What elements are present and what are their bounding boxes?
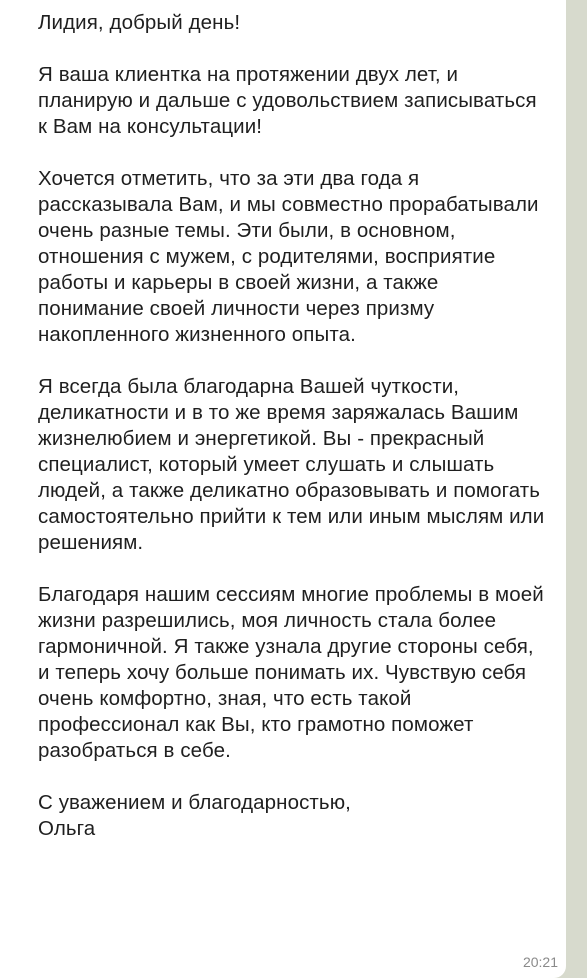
message-paragraph-1: Я ваша клиентка на протяжении двух лет, и планирую и дальше с удовольствием записываться к Вам на консультации!	[38, 63, 537, 138]
message-paragraph-2: Хочется отметить, что за эти два года я рассказывала Вам, и мы совместно прорабатывали очень разные темы. Эти были, в основном, отношения с мужем, с родителями, восприятие работы и карьеры в своей жизни, а также понимание своей личности через призму накопленного жизненного опыта.	[38, 167, 539, 346]
message-greeting: Лидия, добрый день!	[38, 11, 241, 34]
message-paragraph-4: Благодаря нашим сессиям многие проблемы в моей жизни разрешились, моя личность стала более гармоничной. Я также узнала другие стороны себя, и теперь хочу больше понимать их. Чувствую себя очень комфортно, зная, что есть такой профессионал как Вы, кто грамотно поможет разобраться в себе.	[38, 583, 544, 762]
message-closing: С уважением и благодарностью,	[38, 791, 351, 814]
message-text	[38, 10, 546, 842]
message-signature: Ольга	[38, 817, 96, 840]
message-paragraph-3: Я всегда была благодарна Вашей чуткости, деликатности и в то же время заряжалась Вашим жизнелюбием и энергетикой. Вы - прекрасный специалист, который умеет слушать и слышать людей, а также деликатно образовывать и помогать самостоятельно прийти к тем или иным мыслям или решениям.	[38, 375, 545, 554]
message-timestamp: 20:21	[522, 954, 558, 970]
